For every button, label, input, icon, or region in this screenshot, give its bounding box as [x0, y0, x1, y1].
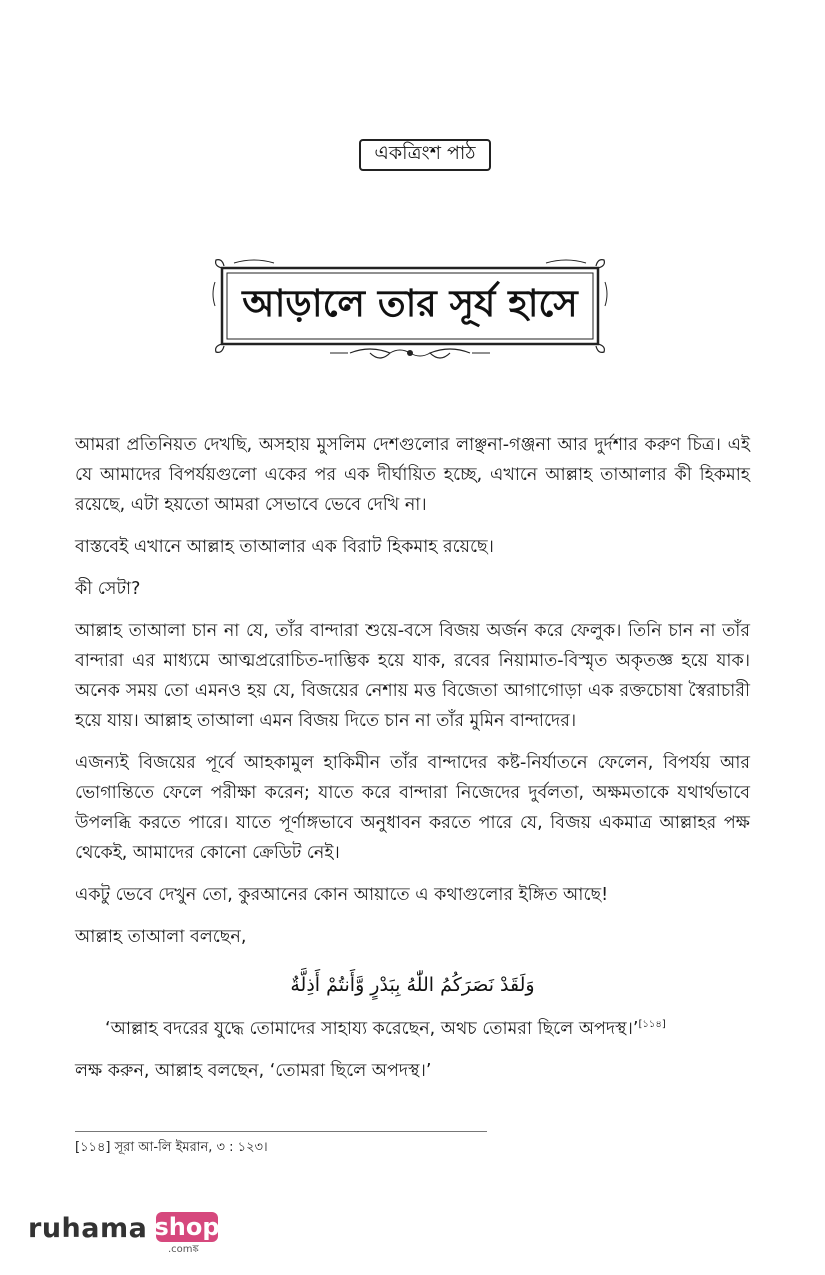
watermark-domain: .comঙ্ক: [168, 1244, 199, 1255]
page-title: আড়ালে তার সূর্য হাসে: [242, 281, 578, 325]
watermark-brand: ruhama: [28, 1213, 148, 1244]
paragraph: বাস্তবেই এখানে আল্লাহ তাআলার এক বিরাট হিকমাহ রয়েছে।: [75, 537, 494, 557]
arabic-verse: وَلَقَدْ نَصَرَكُمُ اللّٰهُ بِبَدْرٍ وَّأَنتُمْ أَذِلَّةٌ: [290, 974, 535, 996]
paragraph: একটু ভেবে দেখুন তো, কুরআনের কোন আয়াতে এ কথাগুলোর ইঙ্গিত আছে!: [75, 885, 609, 905]
body-content: [75, 430, 750, 1098]
chapter-label: একত্রিংশ পাঠ: [359, 139, 491, 171]
quote-translation: [75, 1014, 750, 1044]
title-frame: [210, 258, 610, 368]
paragraph: এজন্যই বিজয়ের পূর্বে আহকামুল হাকিমীন তাঁর বান্দাদের কষ্ট-নির্যাতনে ফেলেন, বিপর্যয় আর ভোগান্তিতে ফেলে পরীক্ষা করেন; যাতে করে বান্দারা নিজেদের দুর্বলতা, অক্ষমতাকে যথার্থভাবে উপলব্ধি করতে পারে। যাতে পূর্ণাঙ্গভাবে অনুধাবন করতে পারে যে, বিজয় একমাত্র আল্লাহর পক্ষ থেকেই, আমাদের কোনো ক্রেডিট নেই।: [75, 753, 750, 863]
watermark-logo: [28, 1210, 228, 1260]
closing-paragraph: লক্ষ করুন, আল্লাহ বলছেন, ‘তোমরা ছিলে অপদস্থ।’: [75, 1061, 432, 1081]
watermark-shop-badge: shop: [154, 1213, 220, 1241]
paragraph: কী সেটা?: [75, 579, 141, 599]
footnote-reference: [১১৪]: [638, 1019, 666, 1031]
paragraph: আল্লাহ তাআলা চান না যে, তাঁর বান্দারা শুয়ে-বসে বিজয় অর্জন করে ফেলুক। তিনি চান না তাঁর বান্দারা এর মাধ্যমে আত্মপ্ররোচিত-দাম্ভিক হয়ে যাক, রবের নিয়ামাত-বিস্মৃত অকৃতজ্ঞ হয়ে যাক। অনেক সময় তো এমনও হয় যে, বিজয়ের নেশায় মত্ত বিজেতা আগাগোড়া এক রক্তচোষা স্বৈরাচারী হয়ে যায়। আল্লাহ তাআলা এমন বিজয় দিতে চান না তাঁর মুমিন বান্দাদের।: [75, 621, 750, 731]
quote-text: ‘আল্লাহ বদরের যুদ্ধে তোমাদের সাহায্য করেছেন, অথচ তোমরা ছিলে অপদস্থ।’: [105, 1019, 639, 1039]
paragraph: আল্লাহ তাআলা বলছেন,: [75, 927, 247, 947]
footnote: [১১৪] সূরা আ-লি ইমরান, ৩ : ১২৩।: [75, 1140, 268, 1155]
paragraph: আমরা প্রতিনিয়ত দেখছি, অসহায় মুসলিম দেশগুলোর লাঞ্ছনা-গঞ্জনা আর দুর্দশার করুণ চিত্র। এই যে আমাদের বিপর্যয়গুলো একের পর এক দীর্ঘায়িত হচ্ছে, এখানে আল্লাহ তাআলার কী হিকমাহ রয়েছে, এটা হয়তো আমরা সেভাবে ভেবে দেখি না।: [75, 435, 750, 515]
footnote-divider: [75, 1131, 487, 1132]
